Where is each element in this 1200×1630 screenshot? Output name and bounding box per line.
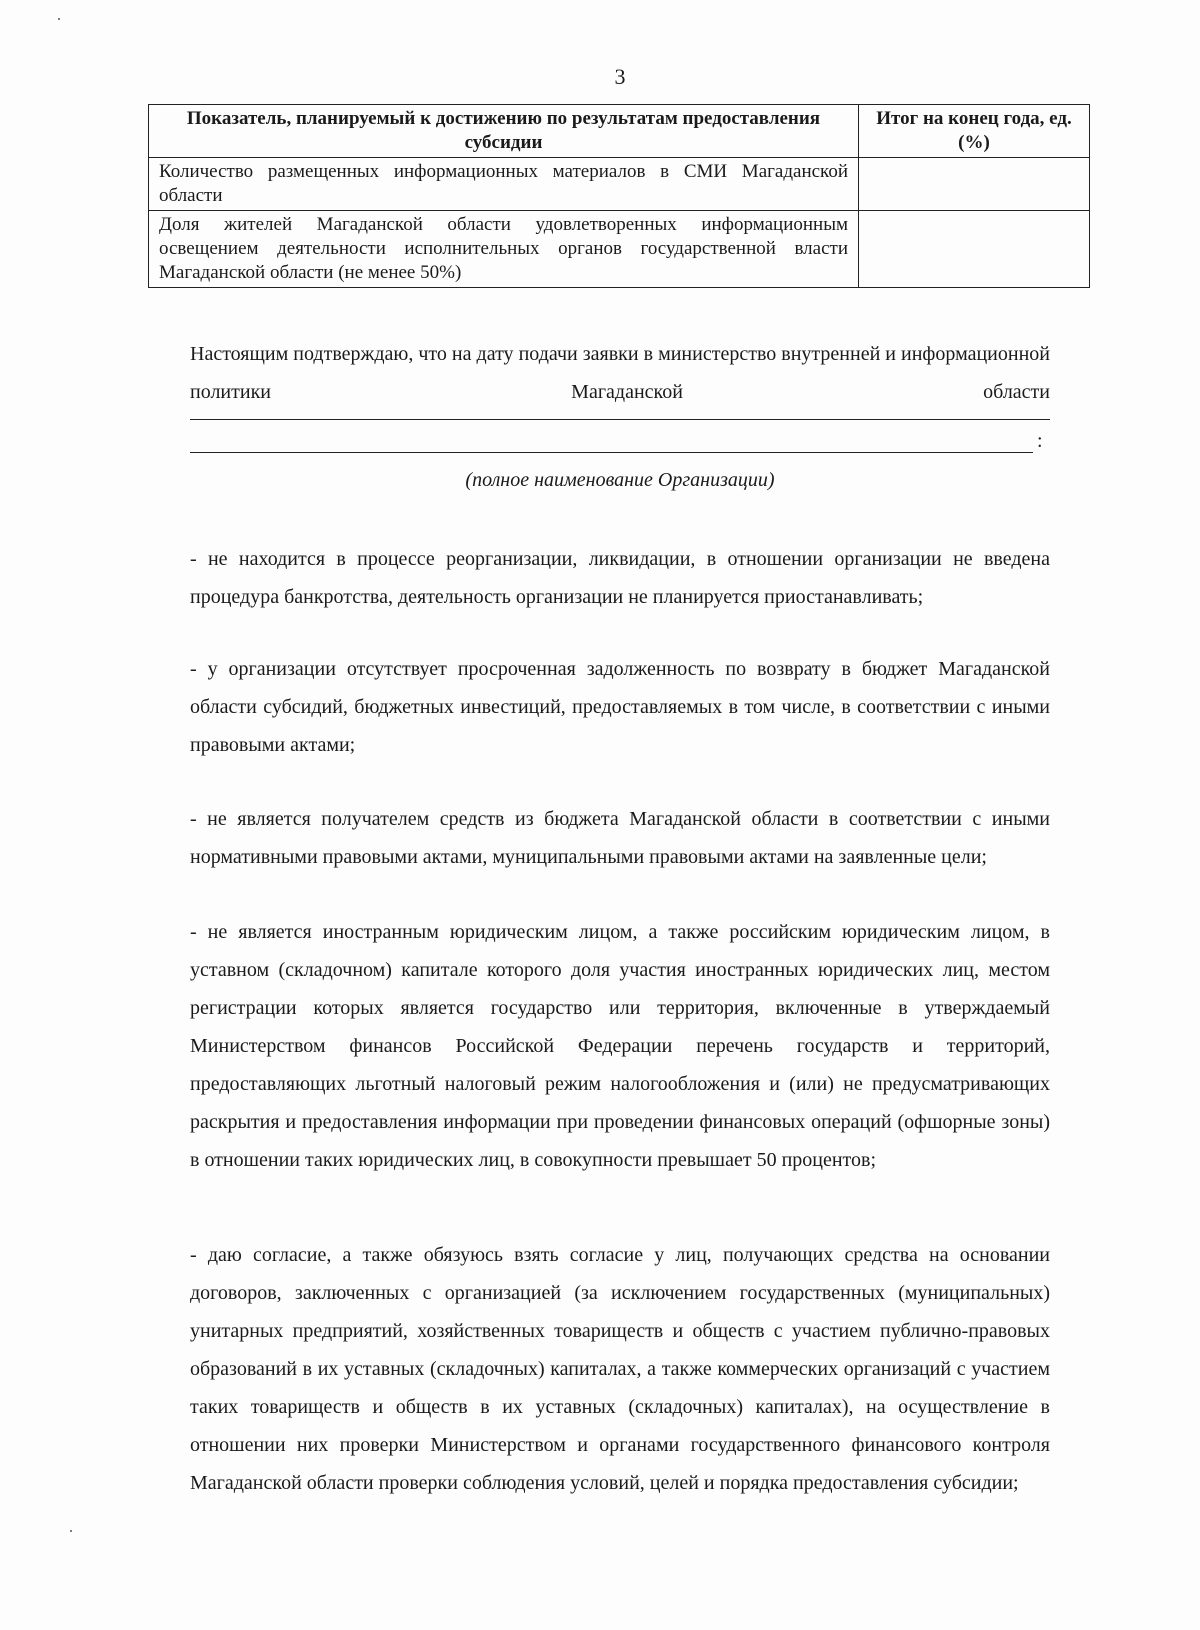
- table-header-row: [149, 105, 1090, 158]
- organization-name-line: [190, 452, 1033, 453]
- organization-name-caption: (полное наименование Организации): [465, 469, 775, 491]
- line-end-colon: :: [1037, 430, 1043, 452]
- page-number: 3: [614, 64, 626, 89]
- scan-speck: [70, 1530, 72, 1532]
- result-cell: [859, 158, 1090, 211]
- scan-speck: [58, 18, 60, 20]
- organization-name-line: [190, 419, 1050, 420]
- table-row: [149, 211, 1090, 288]
- result-cell: [859, 211, 1090, 288]
- clause-paragraph: - даю согласие, а также обязуюсь взять согласие у лиц, получающих средства на основании договоров, заключенных с организацией (за исключением государственных (муниципальных) унитарных предприятий, хозяйственных товариществ и обществ с участием публично-правовых образований в их уставных (складочных) капиталах, а также коммерческих организаций с участием таких товариществ и обществ в их уставных (складочных) капиталах), на осуществление в отношении них проверки Министерством и органами государственного финансового контроля Магаданской области проверки соблюдения условий, целей и порядка предоставления субсидии;: [190, 1244, 1050, 1494]
- indicators-table: [148, 104, 1090, 288]
- header-year-result: Итог на конец года, ед. (%): [859, 105, 1090, 158]
- certification-intro: Настоящим подтверждаю, что на дату подачи заявки в министерство внутренней и информационной политики Магаданской области: [190, 343, 1050, 403]
- clause-paragraph: - у организации отсутствует просроченная задолженность по возврату в бюджет Магаданской области субсидий, бюджетных инвестиций, предоставляемых в том числе, в соответствии с иными правовыми актами;: [190, 658, 1050, 756]
- clause-paragraph: - не находится в процессе реорганизации, ликвидации, в отношении организации не введена процедура банкротства, деятельность организации не планируется приостанавливать;: [190, 548, 1050, 608]
- table-row: [149, 158, 1090, 211]
- clause-paragraph: - не является получателем средств из бюджета Магаданской области в соответствии с иными нормативными правовыми актами, муниципальными правовыми актами на заявленные цели;: [190, 808, 1050, 868]
- indicator-cell: Количество размещенных информационных материалов в СМИ Магаданской области: [149, 158, 859, 211]
- indicator-cell: Доля жителей Магаданской области удовлетворенных информационным освещением деятельности исполнительных органов государственной власти Магаданской области (не менее 50%): [149, 211, 859, 288]
- header-indicator: Показатель, планируемый к достижению по результатам предоставления субсидии: [149, 105, 859, 158]
- clause-paragraph: - не является иностранным юридическим лицом, а также российским юридическим лицом, в уставном (складочном) капитале которого доля участия иностранных юридических лиц, местом регистрации которых является государство или территория, включенные в утверждаемый Министерством финансов Российской Федерации перечень государств и территорий, предоставляющих льготный налоговый режим налогообложения и (или) не предусматривающих раскрытия и предоставления информации при проведении финансовых операций (офшорные зоны) в отношении таких юридических лиц, в совокупности превышает 50 процентов;: [190, 921, 1050, 1171]
